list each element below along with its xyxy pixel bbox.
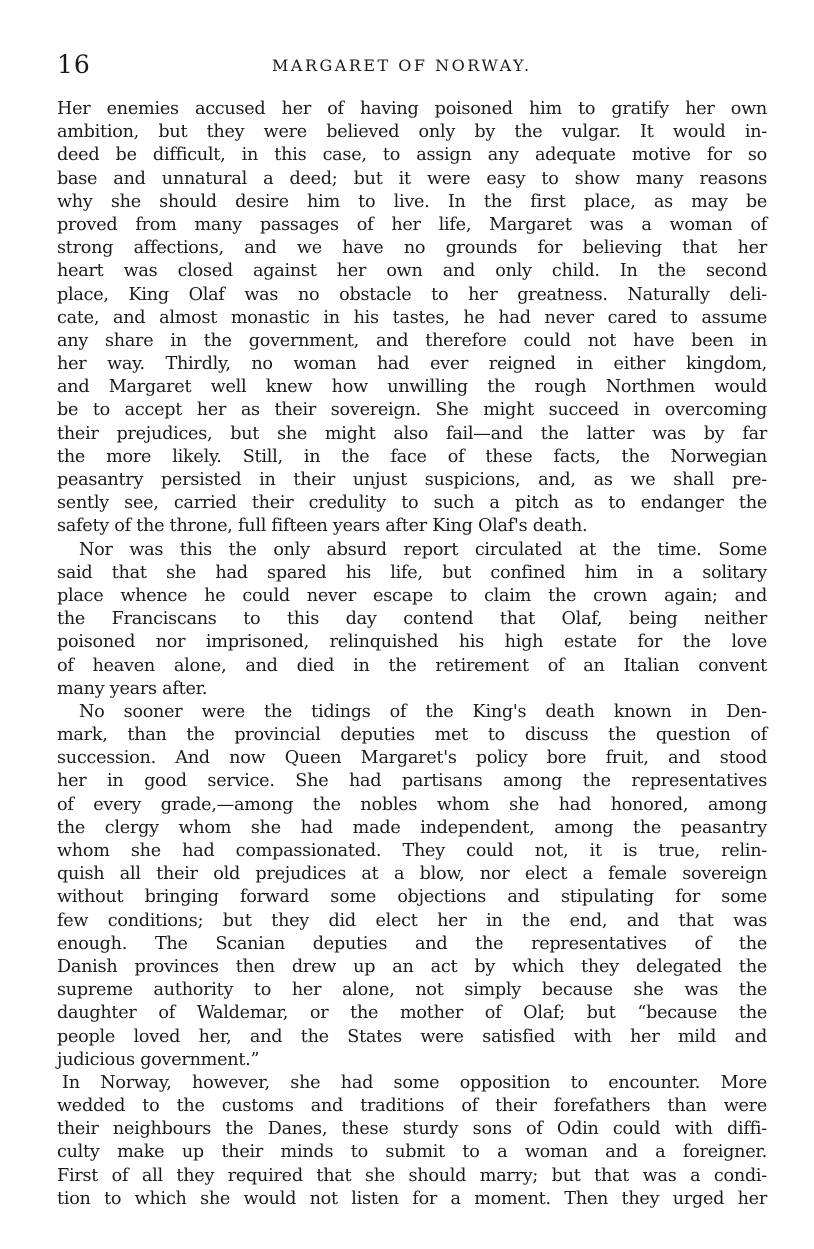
- text-line: succession. And now Queen Margaret's policy bore fruit, and stood: [57, 748, 767, 769]
- text-line: why she should desire him to live. In the first place, as may be: [57, 191, 767, 212]
- text-line: deed be difficult, in this case, to assign any adequate motive for so: [57, 145, 767, 166]
- text-line: proved from many passages of her life, Margaret was a woman of: [57, 214, 767, 235]
- text-line: her way. Thirdly, no woman had ever reigned in either kingdom,: [57, 354, 767, 375]
- text-line: tion to which she would not listen for a moment. Then they urged her: [57, 1188, 767, 1209]
- text-line: heart was closed against her own and only child. In the second: [57, 261, 767, 282]
- text-line: supreme authority to her alone, not simply because she was the: [57, 980, 767, 1001]
- text-line: cate, and almost monastic in his tastes, he had never cared to assume: [57, 307, 767, 328]
- text-line: safety of the throne, full fifteen years after King Olaf's death.: [57, 516, 588, 537]
- text-line: sently see, carried their credulity to such a pitch as to endanger the: [57, 493, 767, 514]
- text-line: the clergy whom she had made independent, among the peasantry: [57, 817, 767, 838]
- text-line: quish all their old prejudices at a blow, nor elect a female sovereign: [57, 864, 767, 885]
- text-line: First of all they required that she should marry; but that was a condi-: [57, 1165, 767, 1186]
- text-line: In Norway, however, she had some opposition to encounter. More: [62, 1072, 767, 1093]
- text-line: of heaven alone, and died in the retirement of an Italian convent: [57, 655, 767, 676]
- running-head: [57, 50, 767, 80]
- text-line: strong affections, and we have no grounds for believing that her: [57, 238, 767, 259]
- text-line: base and unnatural a deed; but it were easy to show many reasons: [57, 168, 767, 189]
- text-line: of every grade,—among the nobles whom she had honored, among: [57, 794, 767, 815]
- running-title: MARGARET OF NORWAY.: [272, 56, 532, 75]
- text-line: Nor was this the only absurd report circulated at the time. Some: [79, 539, 767, 560]
- text-line: Danish provinces then drew up an act by which they delegated the: [57, 956, 767, 977]
- text-line: wedded to the customs and traditions of their forefathers than were: [57, 1096, 767, 1117]
- text-line: without bringing forward some objections and stipulating for some: [57, 887, 767, 908]
- text-line: daughter of Waldemar, or the mother of Olaf; but “because the: [57, 1003, 767, 1024]
- text-line: peasantry persisted in their unjust suspicions, and, as we shall pre-: [57, 470, 767, 490]
- text-line: their neighbours the Danes, these sturdy sons of Odin could with diffi-: [57, 1119, 767, 1140]
- text-line: enough. The Scanian deputies and the representatives of the: [57, 933, 767, 954]
- text-line: her in good service. She had partisans among the representatives: [57, 771, 767, 792]
- text-line: judicious government.”: [57, 1049, 260, 1070]
- text-line: many years after.: [57, 678, 208, 699]
- text-line: place whence he could never escape to claim the crown again; and: [57, 585, 767, 606]
- text-line: mark, than the provincial deputies met to discuss the question of: [57, 725, 767, 746]
- text-line: place, King Olaf was no obstacle to her greatness. Naturally deli-: [57, 284, 767, 305]
- text-line: poisoned nor imprisoned, relinquished his high estate for the love: [57, 632, 767, 653]
- text-line: their prejudices, but she might also fail—and the latter was by far: [57, 423, 767, 444]
- text-line: No sooner were the tidings of the King's death known in Den-: [79, 701, 767, 722]
- text-line: any share in the government, and therefore could not have been in: [57, 330, 767, 351]
- body-text: [57, 98, 767, 1211]
- text-line: and Margaret well knew how unwilling the rough Northmen would: [57, 377, 767, 398]
- text-line: Her enemies accused her of having poisoned him to gratify her own: [57, 99, 767, 119]
- text-line: culty make up their minds to submit to a woman and a foreigner.: [57, 1142, 767, 1163]
- text-line: the more likely. Still, in the face of these facts, the Norwegian: [57, 446, 767, 467]
- text-line: few conditions; but they did elect her in the end, and that was: [57, 910, 767, 931]
- text-line: be to accept her as their sovereign. She might succeed in overcoming: [57, 400, 767, 421]
- text-line: ambition, but they were believed only by the vulgar. It would in-: [57, 122, 767, 143]
- text-line: whom she had compassionated. They could not, it is true, relin-: [57, 841, 767, 861]
- text-line: said that she had spared his life, but confined him in a solitary: [57, 562, 767, 583]
- text-line: people loved her, and the States were satisfied with her mild and: [57, 1026, 767, 1047]
- text-line: the Franciscans to this day contend that Olaf, being neither: [57, 609, 767, 630]
- page-number: 16: [57, 50, 91, 79]
